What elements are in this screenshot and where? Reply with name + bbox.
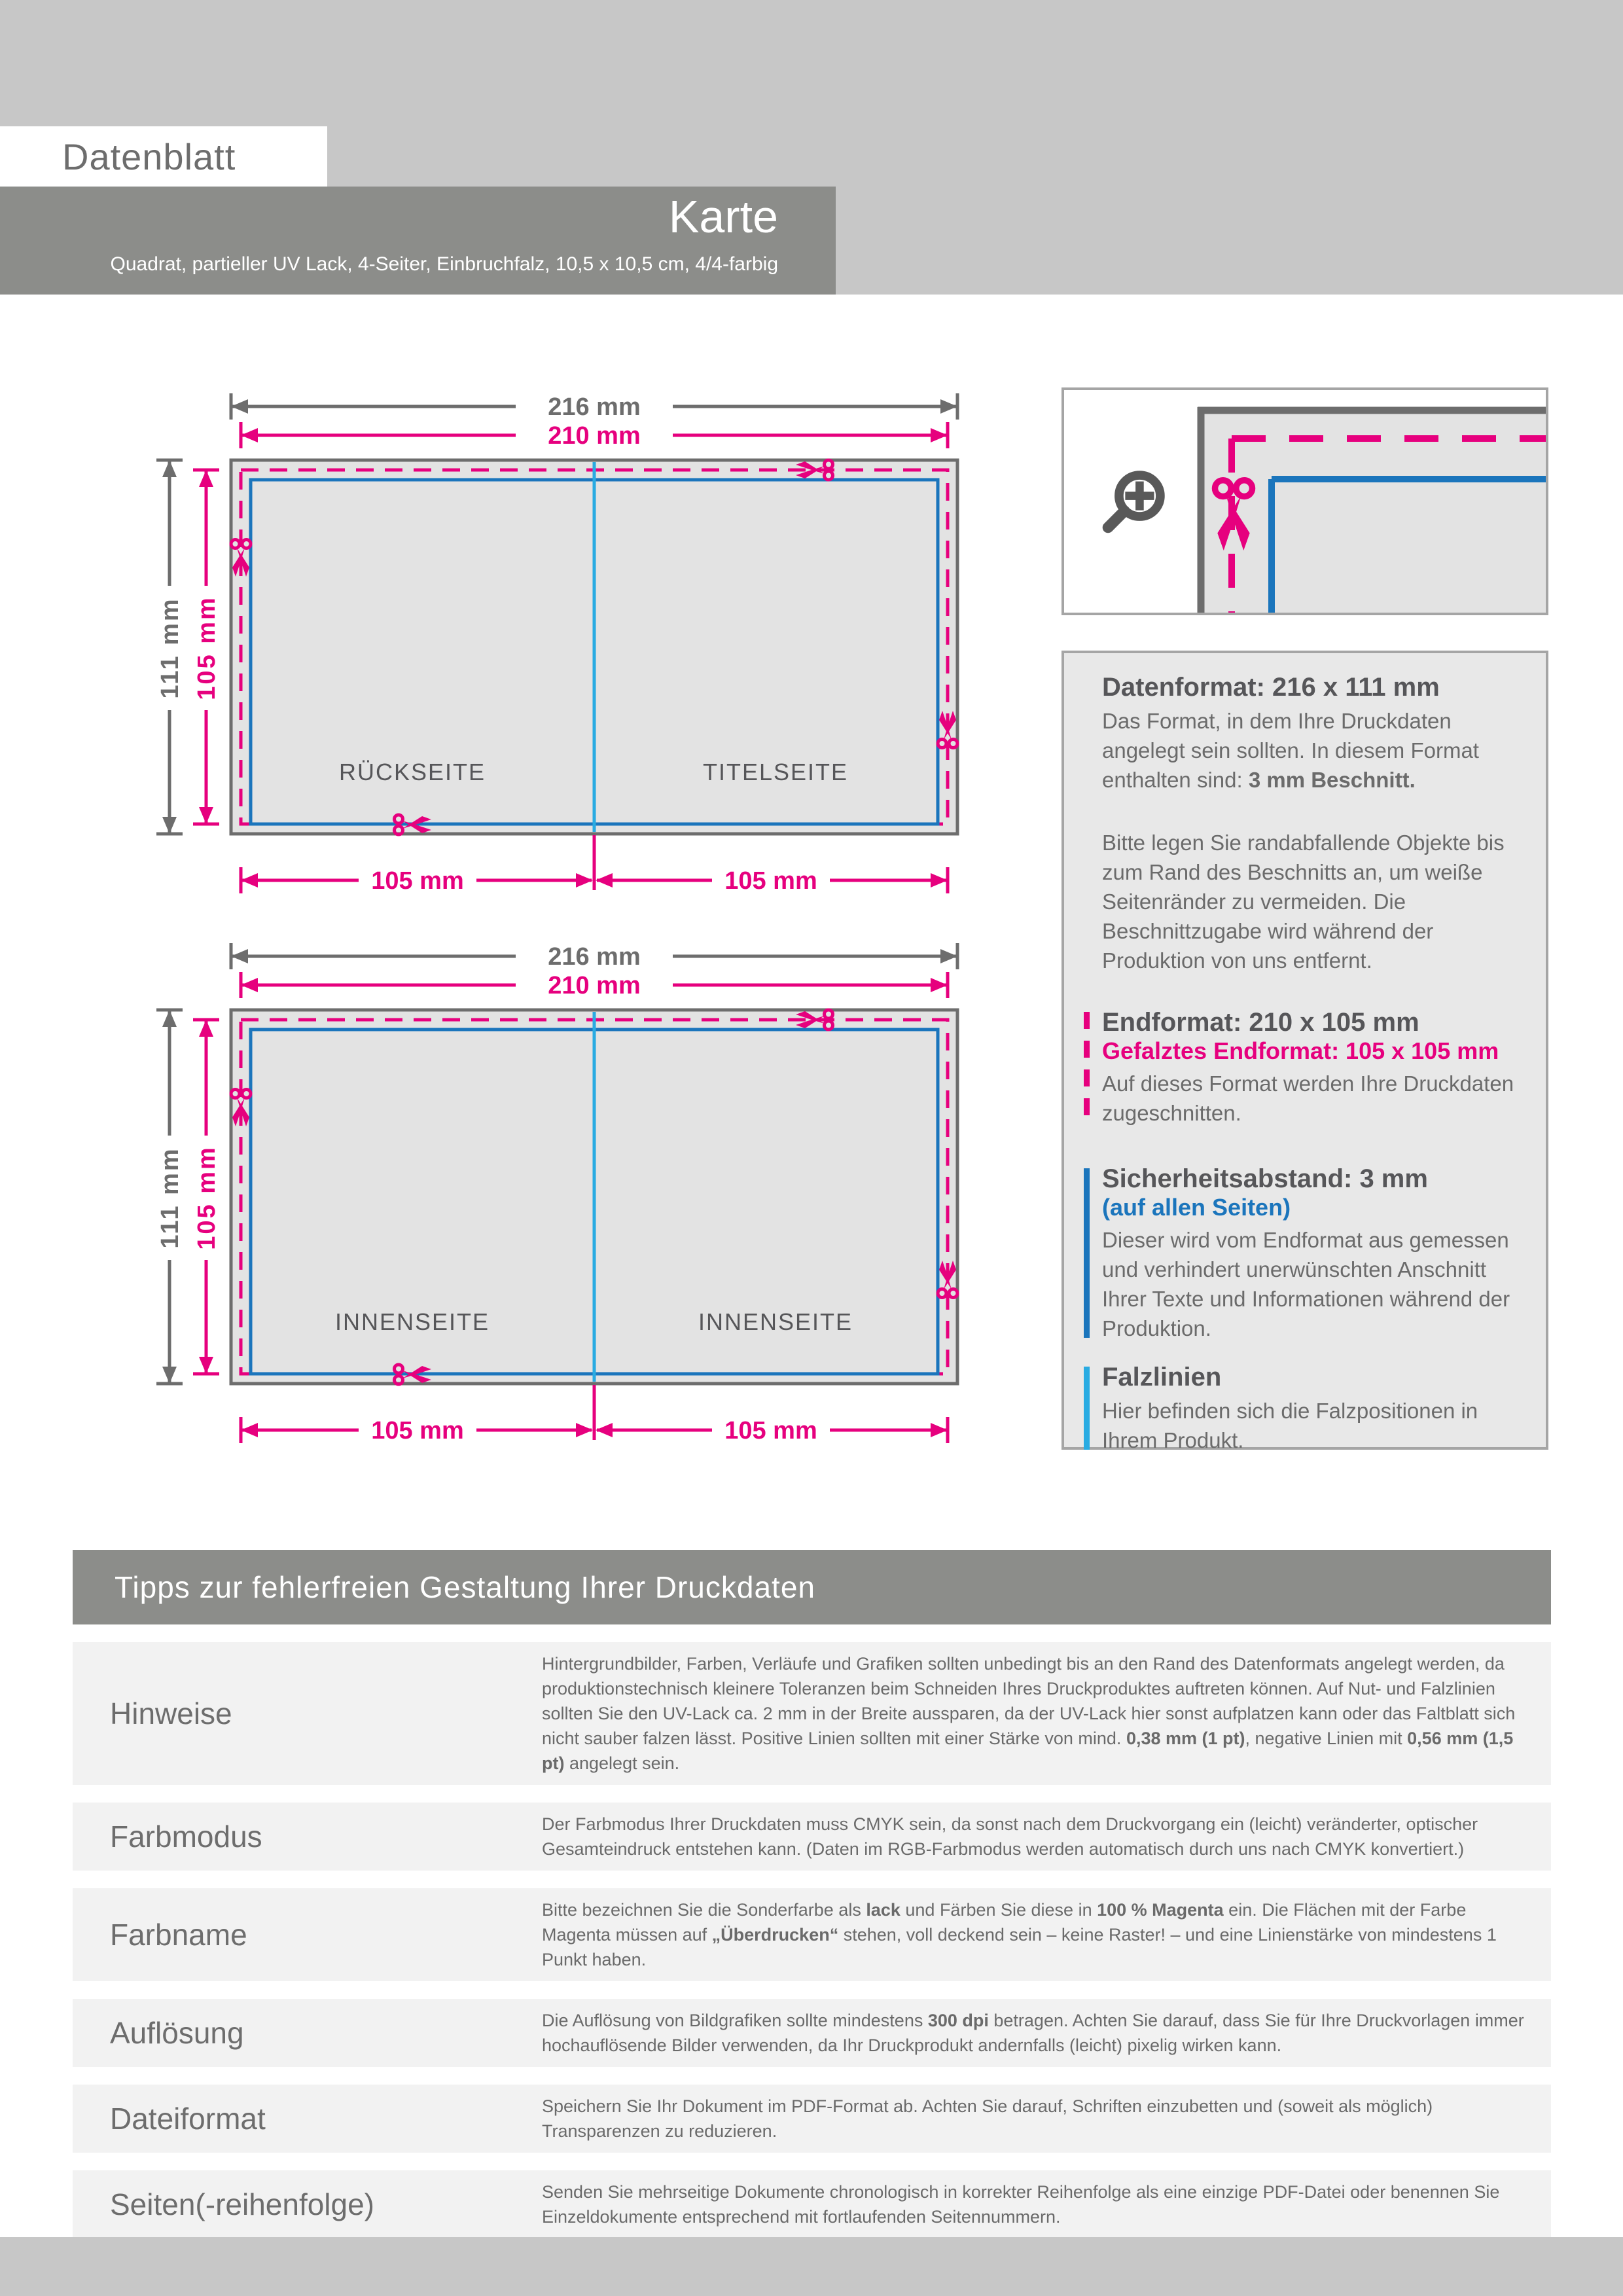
inner-height-label: 105 mm [193, 596, 221, 700]
fold-right-label: 105 mm [724, 1417, 817, 1444]
tips-section [73, 1550, 1551, 2238]
tip-row-seiten-reihenfolge- [73, 2170, 1551, 2238]
product-name: Karte [668, 191, 778, 242]
sicherheitsabstand-body: Dieser wird vom Endformat aus gemessen und verhindert unerwünschten Anschnitt Ihrer Texte und Informationen während der Produktion. [1102, 1228, 1510, 1340]
tip-row-aufl-sung [73, 1999, 1551, 2067]
text-segment: Bitte bezeichnen Sie die Sonderfarbe als [542, 1900, 866, 1920]
text-segment: Die Auflösung von Bildgrafiken sollte mindestens [542, 2011, 928, 2030]
tip-row-farbname [73, 1888, 1551, 1981]
tip-row-text [542, 1897, 1551, 1972]
endformat-subheading: Gefalztes Endformat: 105 x 105 mm [1102, 1037, 1499, 1064]
datenformat-intro [1102, 706, 1521, 795]
sicherheitsabstand-heading: Sicherheitsabstand: 3 mm [1102, 1164, 1428, 1193]
text-segment: angelegt sein. [564, 1753, 680, 1773]
tip-row-label: Hinweise [110, 1696, 232, 1731]
endformat-heading: Endformat: 210 x 105 mm [1102, 1008, 1419, 1037]
dimension-fold-halves [241, 835, 948, 893]
tip-row-text [542, 2008, 1551, 2058]
text-segment: 100 % Magenta [1097, 1900, 1224, 1920]
outer-width-label: 216 mm [548, 393, 641, 421]
corner-detail-graphic [1064, 390, 1546, 613]
tip-row-text [542, 2179, 1551, 2229]
datenformat-heading: Datenformat: 216 x 111 mm [1102, 673, 1440, 702]
tip-row-label: Farbname [110, 1918, 247, 1952]
page-label-right: INNENSEITE [698, 1308, 853, 1335]
tip-row-hinweise [73, 1642, 1551, 1785]
outer-height-label: 111 mm [156, 597, 184, 699]
tip-row-label: Dateiformat [110, 2102, 266, 2136]
tip-row-label: Farbmodus [110, 1820, 262, 1854]
outer-width-label: 216 mm [548, 943, 641, 971]
section-endformat [1102, 1008, 1521, 1128]
text-segment: 300 dpi [927, 2011, 989, 2030]
text-segment: 0,56 mm (1,5 pt) [542, 1729, 1514, 1773]
endformat-accent-line [1084, 1012, 1090, 1122]
magnifier-plus-icon [1108, 475, 1160, 528]
footer-band [0, 2237, 1623, 2296]
text-segment: 3 mm Beschnitt. [1248, 768, 1416, 792]
text-segment: Senden Sie mehrseitige Dokumente chronologisch in korrekter Reihenfolge als eine einzige PDF-Datei oder benennen Sie Einzeldokumente entsprechend mit fortlaufenden Seitennummern. [542, 2182, 1500, 2227]
product-subtitle: Quadrat, partieller UV Lack, 4-Seiter, Einbruchfalz, 10,5 x 10,5 cm, 4/4-farbig [110, 253, 778, 275]
outer-height-label: 111 mm [156, 1147, 184, 1249]
product-header-band [0, 187, 836, 295]
text-segment: 0,38 mm (1 pt) [1126, 1729, 1245, 1748]
section-datenformat [1102, 673, 1521, 975]
sicherheitsabstand-subheading: (auf allen Seiten) [1102, 1194, 1291, 1221]
page-label-left: RÜCKSEITE [338, 759, 486, 785]
text-segment: stehen, voll deckend sein – keine Raster! – und eine Linienstärke von mindestens 1 Punkt haben. [542, 1925, 1497, 1969]
text-segment: „Überdrucken“ [711, 1925, 839, 1945]
tip-row-farbmodus [73, 1803, 1551, 1871]
falzlinien-accent-line [1084, 1367, 1090, 1450]
page-label-left: INNENSEITE [334, 1308, 490, 1335]
text-segment: , negative Linien mit [1245, 1729, 1408, 1748]
diagram-inside [92, 916, 1047, 1473]
text-segment: ein. Die Flächen mit der Farbe Magenta müssen auf [542, 1900, 1467, 1945]
fold-left-label: 105 mm [371, 1417, 464, 1444]
page-label-right: TITELSEITE [702, 759, 849, 785]
inner-width-label: 210 mm [548, 972, 641, 999]
tip-row-text [542, 1812, 1551, 1861]
tip-row-dateiformat [73, 2085, 1551, 2153]
falzlinien-heading: Falzlinien [1102, 1363, 1222, 1391]
tip-row-label: Seiten(-reihenfolge) [110, 2187, 375, 2221]
tip-row-label: Auflösung [110, 2016, 244, 2050]
inner-height-label: 105 mm [193, 1145, 221, 1250]
text-segment: Der Farbmodus Ihrer Druckdaten muss CMYK sein, da sonst nach dem Druckvorgang ein (leicht) veränderter, optischer Gesamteindruck entstehen kann. (Daten im RGB-Farbmodus werden automatisch durch uns nach CMYK konvertiert.) [542, 1814, 1478, 1859]
diagram-outside [92, 367, 1047, 923]
text-segment: Speichern Sie Ihr Dokument im PDF-Format ab. Achten Sie darauf, Schriften einzubetten und (soweit als möglich) Transparenzen zu reduzieren. [542, 2096, 1433, 2141]
tip-row-text [542, 1651, 1551, 1776]
text-segment: lack [866, 1900, 901, 1920]
format-info-panel [1061, 651, 1548, 1450]
tip-row-text [542, 2094, 1551, 2144]
zoom-detail-box [1061, 387, 1548, 615]
sheet-title: Datenblatt [62, 135, 236, 177]
fold-right-label: 105 mm [724, 867, 817, 895]
datenformat-note: Bitte legen Sie randabfallende Objekte bis zum Rand des Beschnitts an, um weiße Seitenränder zu vermeiden. Die Beschnittzugabe wird während der Produktion von uns entfernt. [1102, 831, 1505, 973]
text-segment: betragen. Achten Sie darauf, dass Sie für Ihre Druckvorlagen immer hochauflösende Bilder verwenden, da Ihr Druckprodukt andernfalls (leicht) pixelig wirken kann. [542, 2011, 1524, 2055]
endformat-body: Auf dieses Format werden Ihre Druckdaten zugeschnitten. [1102, 1071, 1514, 1125]
section-sicherheitsabstand [1102, 1164, 1521, 1343]
text-segment: Das Format, in dem Ihre Druckdaten angelegt sein sollten. In diesem Format enthalten sind: [1102, 709, 1479, 792]
tips-title-band [73, 1550, 1551, 1624]
tips-title: Tipps zur fehlerfreien Gestaltung Ihrer Druckdaten [115, 1570, 816, 1604]
sicherheitsabstand-accent-line [1084, 1168, 1090, 1338]
dimension-fold-halves [241, 1385, 948, 1443]
inner-width-label: 210 mm [548, 422, 641, 450]
fold-left-label: 105 mm [371, 867, 464, 895]
text-segment: und Färben Sie diese in [900, 1900, 1097, 1920]
falzlinien-body: Hier befinden sich die Falzpositionen in Ihrem Produkt. [1102, 1399, 1478, 1452]
text-segment: Hintergrundbilder, Farben, Verläufe und Grafiken sollten unbedingt bis an den Rand des Datenformats angelegt werden, da produktionstechnisch kleinere Toleranzen beim Schneiden Ihres Druckproduktes auftreten können. Auf Nut- und Falzlinien sollten Sie den UV-Lack ca. 2 mm in der Breite aussparen, da der UV-Lack hier sonst aufplatzen kann oder das Faltblatt sich nicht sauber falzen lässt. Positive Linien sollten mit einer Stärke von mind. [542, 1654, 1516, 1748]
section-falzlinien [1102, 1363, 1521, 1455]
sheet-title-box [0, 126, 327, 187]
